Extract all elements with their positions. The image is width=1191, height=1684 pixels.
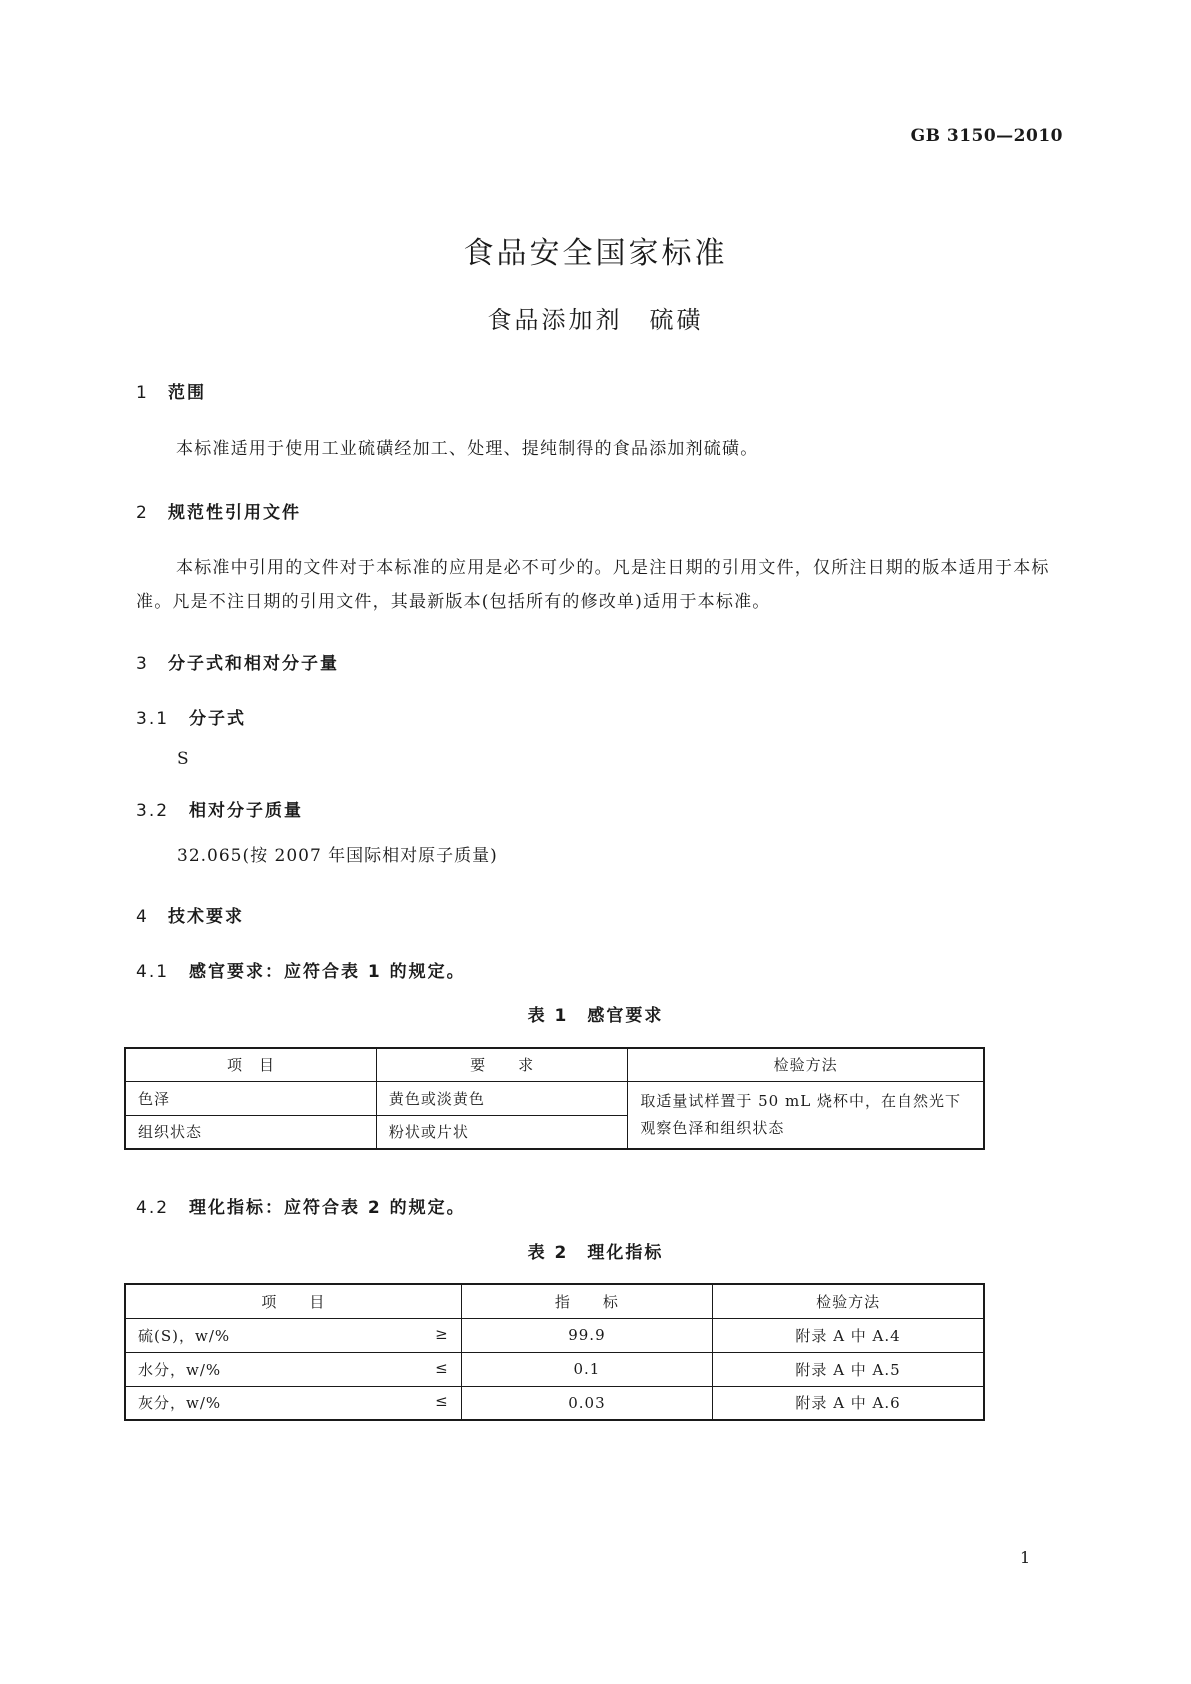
molecular-formula: S [177, 749, 190, 769]
section-title: 分子式 [189, 709, 246, 729]
section-1-heading [136, 378, 206, 403]
column-header: 要 求 [376, 1048, 627, 1081]
table-cell: 0.03 [461, 1386, 712, 1420]
table-2 [124, 1283, 985, 1421]
table-cell [125, 1352, 461, 1386]
section-4-2-heading [136, 1193, 466, 1218]
table-cell: 99.9 [461, 1318, 712, 1352]
section-2-heading [136, 498, 301, 523]
column-header: 项 目 [125, 1048, 376, 1081]
table-cell: 色泽 [125, 1081, 376, 1115]
standard-code: GB 3150—2010 [910, 126, 1063, 146]
table-cell: 组织状态 [125, 1115, 376, 1149]
table-1 [124, 1047, 985, 1150]
section-2-text: 本标准中引用的文件对于本标准的应用是必不可少的。凡是注日期的引用文件，仅所注日期的版本适用于本标准。凡是不注日期的引用文件，其最新版本(包括所有的修改单)适用于本标准。 [136, 558, 1050, 612]
comparison-operator: ≤ [435, 1358, 449, 1377]
table-row [125, 1318, 984, 1352]
molecular-mass: 32.065(按 2007 年国际相对原子质量) [177, 846, 498, 866]
document-subtitle: 食品添加剂 硫磺 [487, 306, 704, 334]
column-header: 检验方法 [713, 1284, 984, 1318]
section-4-heading [136, 902, 244, 927]
section-number: 4 [136, 907, 149, 927]
column-header: 指 标 [461, 1284, 712, 1318]
section-number: 3.2 [136, 801, 170, 821]
table-cell: 黄色或淡黄色 [376, 1081, 627, 1115]
comparison-operator: ≤ [435, 1392, 449, 1411]
table-header-row [125, 1048, 984, 1081]
section-title: 范围 [168, 383, 206, 403]
table-cell: 附录 A 中 A.4 [713, 1318, 984, 1352]
table-cell [125, 1386, 461, 1420]
table-cell: 粉状或片状 [376, 1115, 627, 1149]
column-header: 项 目 [125, 1284, 461, 1318]
document-title: 食品安全国家标准 [463, 236, 728, 271]
item-label: 水分，w/% [138, 1360, 222, 1379]
table-row [125, 1386, 984, 1420]
test-method-cell: 取适量试样置于 50 mL 烧杯中，在自然光下观察色泽和组织状态 [628, 1081, 984, 1149]
section-title: 相对分子质量 [189, 801, 303, 821]
section-number: 1 [136, 383, 149, 403]
table-cell: 0.1 [461, 1352, 712, 1386]
table-cell: 附录 A 中 A.6 [713, 1386, 984, 1420]
page-number: 1 [1020, 1548, 1031, 1567]
section-title: 理化指标：应符合表 2 的规定。 [189, 1198, 466, 1218]
section-3-1-heading [136, 704, 246, 729]
item-label: 灰分，w/% [138, 1394, 222, 1413]
section-4-1-heading [136, 957, 466, 982]
table-cell [125, 1318, 461, 1352]
table-row [125, 1352, 984, 1386]
comparison-operator: ≥ [435, 1324, 449, 1343]
section-number: 4.2 [136, 1198, 170, 1218]
section-title: 感官要求：应符合表 1 的规定。 [189, 962, 466, 982]
column-header: 检验方法 [628, 1048, 984, 1081]
table-cell: 附录 A 中 A.5 [713, 1352, 984, 1386]
section-3-heading [136, 649, 339, 674]
section-number: 4.1 [136, 962, 170, 982]
section-title: 分子式和相对分子量 [168, 654, 339, 674]
table-2-caption: 表 2 理化指标 [527, 1243, 664, 1263]
table-header-row [125, 1284, 984, 1318]
section-number: 3 [136, 654, 149, 674]
section-title: 规范性引用文件 [168, 503, 301, 523]
table-1-caption: 表 1 感官要求 [527, 1006, 664, 1026]
section-1-text: 本标准适用于使用工业硫磺经加工、处理、提纯制得的食品添加剂硫磺。 [176, 439, 759, 459]
table-row [125, 1081, 984, 1115]
section-number: 3.1 [136, 709, 170, 729]
section-number: 2 [136, 503, 149, 523]
section-3-2-heading [136, 796, 303, 821]
item-label: 硫(S)，w/% [138, 1326, 231, 1345]
section-title: 技术要求 [168, 907, 244, 927]
